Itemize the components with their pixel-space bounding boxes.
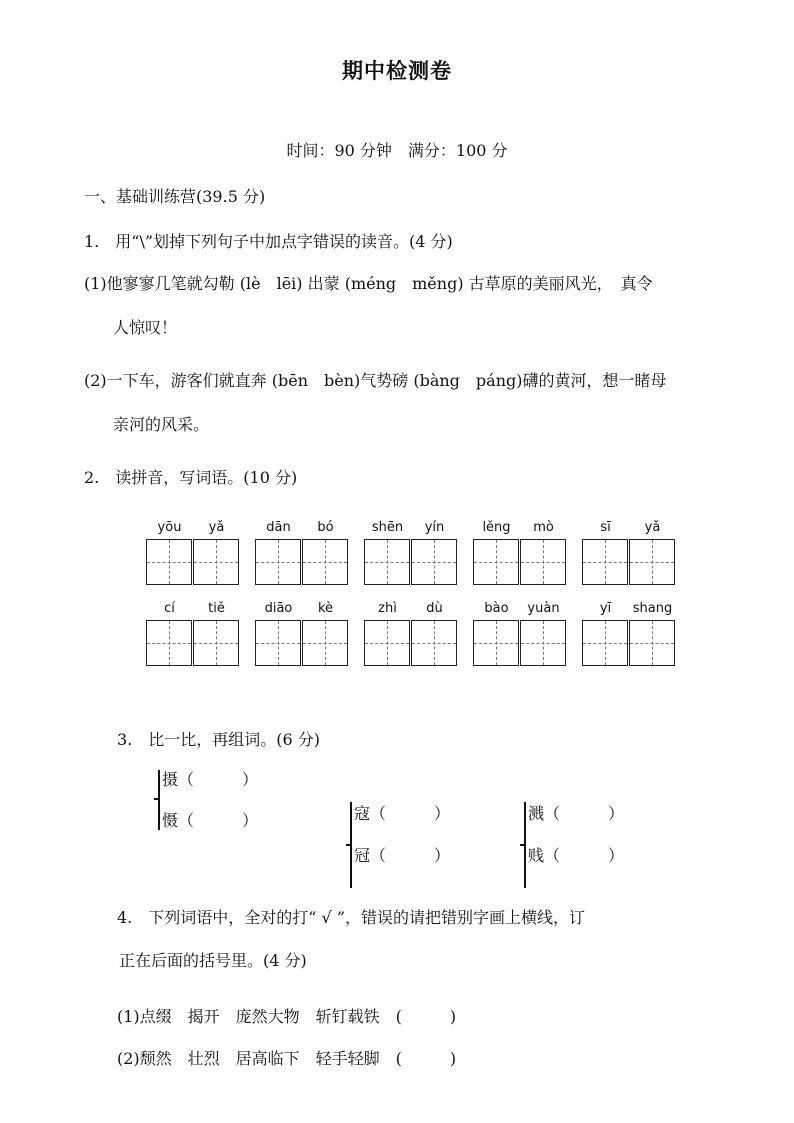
- pinyin: shang: [632, 601, 673, 616]
- q2-heading: 2. 读拼音，写词语。(10 分): [84, 468, 298, 487]
- q1-heading: 1. 用“\”划掉下列句子中加点字错误的读音。(4 分): [84, 232, 453, 251]
- writing-box[interactable]: [364, 539, 410, 585]
- q3-heading: 3. 比一比，再组词。(6 分): [117, 730, 321, 749]
- pinyin: sī: [600, 520, 611, 535]
- q1-sentence-1: (1)他寥寥几笔就勾勒 (lè lēi) 出蒙 (méng měng) 古草原的美丽风光， 真令: [84, 274, 653, 293]
- writing-box[interactable]: [411, 620, 457, 666]
- q1-sentence-2-cont: 亲河的风采。: [113, 415, 210, 434]
- writing-box[interactable]: [302, 620, 348, 666]
- compare-word: 寇（ ）: [354, 804, 451, 823]
- pinyin: cí: [164, 601, 175, 616]
- writing-box[interactable]: [473, 620, 519, 666]
- q4-heading: 4. 下列词语中，全对的打“ √ ”，错误的请把错别字画上横线，订: [117, 908, 585, 927]
- q1-sentence-2: (2)一下车，游客们就直奔 (bēn bèn)气势磅 (bàng páng)礴的黄河，想一睹母: [84, 371, 667, 390]
- q4-row-2: (2)颓然 壮烈 居高临下 轻手轻脚 ( ): [117, 1049, 457, 1068]
- pinyin: diāo: [264, 601, 293, 616]
- writing-box[interactable]: [582, 539, 628, 585]
- pinyin: bó: [317, 520, 334, 535]
- writing-box[interactable]: [520, 539, 566, 585]
- writing-box[interactable]: [255, 539, 301, 585]
- writing-box[interactable]: [146, 620, 192, 666]
- compare-word: 贱（ ）: [528, 846, 625, 865]
- pinyin: shēn: [371, 520, 404, 535]
- pinyin: lěng: [482, 520, 511, 535]
- writing-box[interactable]: [629, 620, 675, 666]
- writing-box[interactable]: [146, 539, 192, 585]
- writing-box[interactable]: [255, 620, 301, 666]
- compare-word: 溅（ ）: [528, 804, 625, 823]
- left-brace: [520, 802, 528, 888]
- pinyin: yuàn: [527, 601, 560, 616]
- left-brace: [346, 802, 354, 888]
- writing-box[interactable]: [582, 620, 628, 666]
- q1-sentence-1-cont: 人惊叹！: [113, 318, 178, 337]
- pinyin: kè: [317, 601, 334, 616]
- pinyin: dān: [266, 520, 291, 535]
- q4-row-1: (1)点缀 揭开 庞然大物 斩钉载铁 ( ): [117, 1007, 457, 1026]
- pinyin: yǎ: [208, 520, 225, 535]
- exam-meta: 时间：90 分钟 满分：100 分: [286, 141, 508, 160]
- pinyin: yōu: [157, 520, 182, 535]
- pinyin: yín: [424, 520, 445, 535]
- section-heading: 一、基础训练营(39.5 分): [84, 187, 266, 206]
- pinyin: dù: [426, 601, 443, 616]
- compare-word: 慑（ ）: [162, 811, 259, 830]
- pinyin: zhì: [378, 601, 397, 616]
- compare-word: 摄（ ）: [162, 770, 259, 789]
- pinyin: yǎ: [644, 520, 661, 535]
- page-title: 期中检测卷: [342, 58, 452, 83]
- compare-word: 冠（ ）: [354, 846, 451, 865]
- pinyin: yī: [599, 601, 612, 616]
- pinyin: mò: [533, 520, 554, 535]
- writing-box[interactable]: [193, 620, 239, 666]
- writing-box[interactable]: [302, 539, 348, 585]
- q4-heading-cont: 正在后面的括号里。(4 分): [119, 951, 307, 970]
- writing-box[interactable]: [193, 539, 239, 585]
- writing-box[interactable]: [473, 539, 519, 585]
- pinyin: bào: [484, 601, 509, 616]
- writing-box[interactable]: [520, 620, 566, 666]
- writing-box[interactable]: [629, 539, 675, 585]
- writing-box[interactable]: [411, 539, 457, 585]
- left-brace: [154, 770, 162, 830]
- writing-box[interactable]: [364, 620, 410, 666]
- pinyin: tiě: [208, 601, 225, 616]
